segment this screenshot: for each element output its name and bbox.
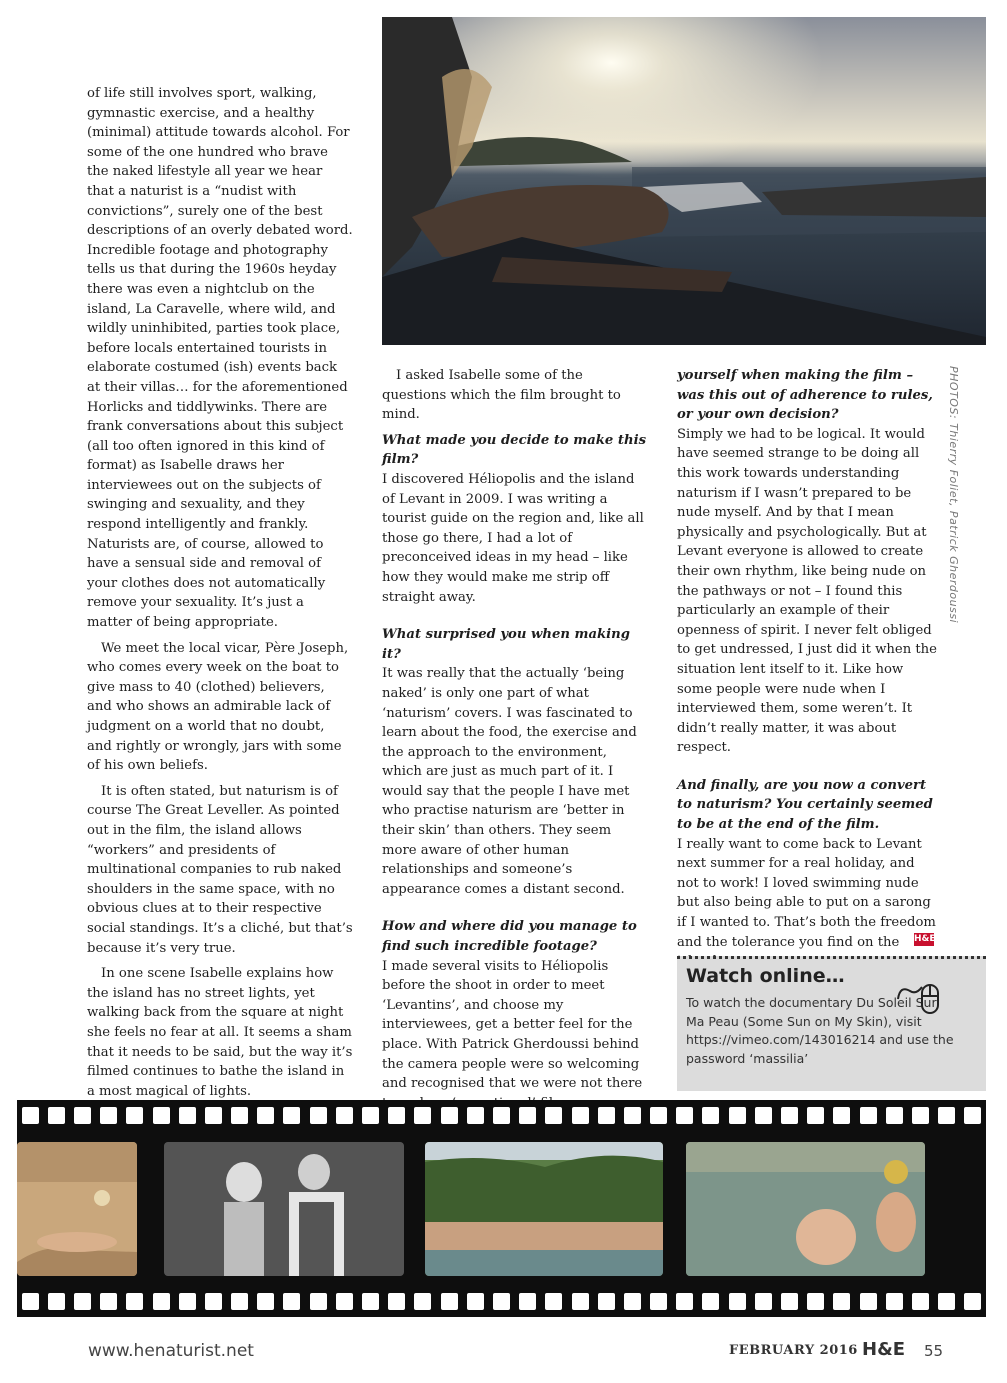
watch-online-box xyxy=(677,956,986,1091)
column-1 xyxy=(87,84,353,1107)
question: What surprised you when making it? xyxy=(382,627,630,662)
footer-url: www.henaturist.net xyxy=(88,1341,254,1361)
answer: I really want to come back to Levant next summer for a real holiday, and not to work! I loved swimming nude but also being able to put on a sarong if I wanted to. That’s both the freedom and the tolerance you find on the xyxy=(677,836,936,950)
intro-paragraph: I asked Isabelle some of the questions which the film brought to mind. xyxy=(382,368,621,423)
answer: Simply we had to be logical. It would have seemed strange to be doing all this work towards understanding naturism if I wasn’t prepared to be nude myself. And by that I mean physically and psychologically. But at Levant everyone is allowed to create their own rhythm, like being nude on the pathways or not – I found this particularly an example of their openness of spirit. I never felt obliged to get undressed, I just did it when the situation lent itself to it. Like how some people were nude when I interviewed them, some weren’t. It didn’t really matter, it was about respect. xyxy=(677,426,937,756)
answer: I discovered Héliopolis and the island of Levant in 2009. I was writing a tourist guide on the region and, like all those go there, I had a lot of preconceived ideas in my head – like how they would make me strip off straight away. xyxy=(382,471,644,605)
sprocket-holes-top xyxy=(17,1101,986,1129)
watch-text: To watch the documentary Du Soleil Sur Ma Peau (Some Sun on My Skin), visit https://vimeo.com/143016214 and use the password ‘massilia’ xyxy=(686,995,954,1066)
film-frame-crowd-water xyxy=(425,1142,663,1276)
paragraph: It is often stated, but naturism is of course The Great Leveller. As pointed out in the film, the island allows “workers” and presidents of multinational companies to rub naked shoulders in the same space, with no obvious clues at to their respective social standings. It’s a cliché, but that’s because it’s very true. xyxy=(87,783,353,956)
sunset-harbour-image xyxy=(382,17,986,345)
end-badge: H&E xyxy=(914,934,936,944)
watch-title: Watch online… xyxy=(686,965,845,987)
footer-date: FEBRUARY 2016 xyxy=(729,1343,858,1358)
answer: It was really that the actually ‘being naked’ is only one part of what ‘naturism’ covers. I was fascinated to learn about the food, the exercise and the approach to the environment, which are just as much part of it. I would say that the people I have met who practise naturism are ‘better in their skin’ than others. They seem more aware of other human relationships and someone’s appearance comes a distant second. xyxy=(382,666,637,897)
question: How and where did you manage to find such incredible footage? xyxy=(382,919,637,955)
question: And finally, are you now a convert to naturism? You certainly seemed to be at the end of the film. xyxy=(677,777,933,833)
filmstrip xyxy=(17,1100,986,1317)
question: What made you decide to make this film? xyxy=(382,432,647,468)
mouse-icon xyxy=(896,977,944,1019)
page-number: 55 xyxy=(924,1342,944,1360)
photo-credit: PHOTOS: Thierry Foliet, Patrick Gherdoussi xyxy=(947,366,960,624)
question: yourself when making the film – was this out of adherence to rules, or your own decision? xyxy=(677,368,933,423)
paragraph: We meet the local vicar, Père Joseph, who comes every week on the boat to give mass to 40 (clothed) believers, and who shows an admirable lack of judgment on a world that no doubt, and rightly or wrongly, jars with some of his own beliefs. xyxy=(87,640,349,774)
hero-photo xyxy=(382,17,986,345)
paragraph: In one scene Isabelle explains how the island has no street lights, yet walking back from the square at night she feels no fear at all. It seems a sham that it needs to be said, but the way it’s filmed continues to bathe the island in a most magical of lights. xyxy=(87,966,353,1099)
column-3 xyxy=(677,366,939,978)
film-frame-swimmers xyxy=(686,1142,925,1276)
sprocket-holes-bottom xyxy=(17,1287,986,1315)
footer-logo: H&E xyxy=(862,1339,906,1360)
paragraph: of life still involves sport, walking, gymnastic exercise, and a healthy (minimal) attitude towards alcohol. For some of the one hundred who brave the naked lifestyle all year we hear that a naturist is a “nudist with convictions”, surely one of the best descriptions of an overly debated word. Incredible footage and photography tells us that during the 1960s heyday there was even a nightclub on the island, La Caravelle, where wild, and wildly uninhibited, parties took place, before locals entertained tourists in elaborate costumed (ish) events back at their villas… for the aforementioned Horlicks and tiddlywinks. There are frank conversations about this subject (all too often ignored in this kind of format) as Isabelle draws her interviewees out on the subjects of swinging and sexuality, and they respond intelligently and frankly. Naturists are, of course, allowed to have a sensual side and removal of your clothes does not automatically remove your sexuality. It’s just a matter of being appropriate. xyxy=(87,86,353,631)
film-frame-party xyxy=(164,1142,404,1276)
column-2 xyxy=(382,366,648,1151)
answer: I made several visits to Héliopolis before the shoot in order to meet ‘Levantins’, and choose my interviewees, get a better feel for the place. With Patrick Gherdoussi behind the camera people were so welcoming and recognised that we were not there xyxy=(382,958,643,1092)
film-frame-beach xyxy=(17,1142,137,1276)
